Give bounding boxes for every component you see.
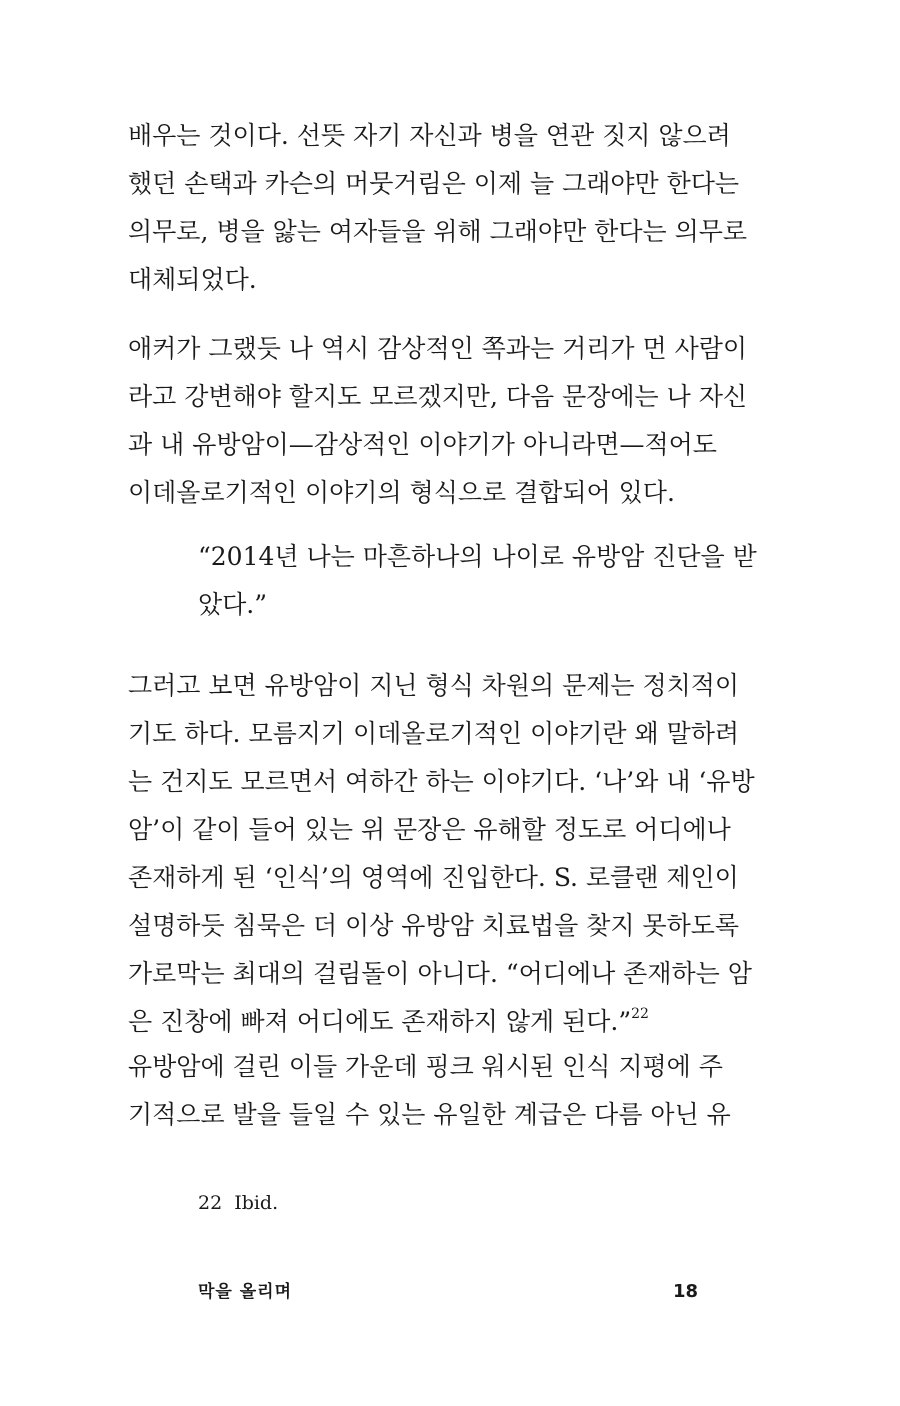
text-line: 는 건지도 모르면서 여하간 하는 이야기다. ‘나’와 내 ‘유방 (128, 767, 755, 796)
text-line: 가로막는 최대의 걸림돌이 아니다. “어디에나 존재하는 암 (128, 959, 752, 988)
text-line: 설명하듯 침묵은 더 이상 유방암 치료법을 찾지 못하도록 (128, 911, 740, 940)
footnote-reference: 22 (631, 1006, 649, 1022)
text-line: 라고 강변해야 할지도 모르겠지만, 다음 문장에는 나 자신 (128, 382, 748, 411)
body-paragraph (128, 662, 755, 1046)
body-paragraph (128, 1043, 731, 1139)
text-line (128, 998, 708, 1046)
text-line: 과 내 유방암이—감상적인 이야기가 아니라면—적어도 (128, 430, 717, 459)
text-line: 대체되었다. (128, 265, 257, 294)
text-line: 그러고 보면 유방암이 지닌 형식 차원의 문제는 정치적이 (128, 671, 740, 700)
text-line: 기적으로 발을 들일 수 있는 유일한 계급은 다름 아닌 유 (128, 1100, 731, 1129)
body-paragraph (128, 325, 748, 517)
body-paragraph (128, 112, 748, 304)
footnote (198, 1188, 278, 1218)
page-number: 18 (672, 1281, 698, 1302)
text-line: 유방암에 걸린 이들 가운데 핑크 워시된 인식 지평에 주 (128, 1052, 723, 1081)
text-line-content: 은 진창에 빠져 어디에도 존재하지 않게 된다.” (128, 1007, 632, 1036)
text-line: 존재하게 된 ‘인식’의 영역에 진입한다. S. 로클랜 제인이 (128, 863, 739, 892)
text-line: 의무로, 병을 앓는 여자들을 위해 그래야만 한다는 의무로 (128, 217, 748, 246)
text-line: 이데올로기적인 이야기의 형식으로 결합되어 있다. (128, 478, 675, 507)
running-head: 막을 올리며 (198, 1282, 293, 1302)
quote-line: “2014년 나는 마흔하나의 나이로 유방암 진단을 받 (198, 542, 757, 571)
text-line: 애커가 그랬듯 나 역시 감상적인 쪽과는 거리가 먼 사람이 (128, 334, 748, 363)
text-line: 배우는 것이다. 선뜻 자기 자신과 병을 연관 짓지 않으려 (128, 121, 731, 150)
block-quote (198, 533, 757, 629)
footnote-text: Ibid. (234, 1192, 279, 1214)
text-line: 했던 손택과 카슨의 머뭇거림은 이제 늘 그래야만 한다는 (128, 169, 740, 198)
text-line: 기도 하다. 모름지기 이데올로기적인 이야기란 왜 말하려 (128, 719, 740, 748)
footnote-number: 22 (198, 1192, 223, 1214)
quote-line: 았다.” (198, 590, 268, 619)
text-line: 암’이 같이 들어 있는 위 문장은 유해할 정도로 어디에나 (128, 815, 731, 844)
